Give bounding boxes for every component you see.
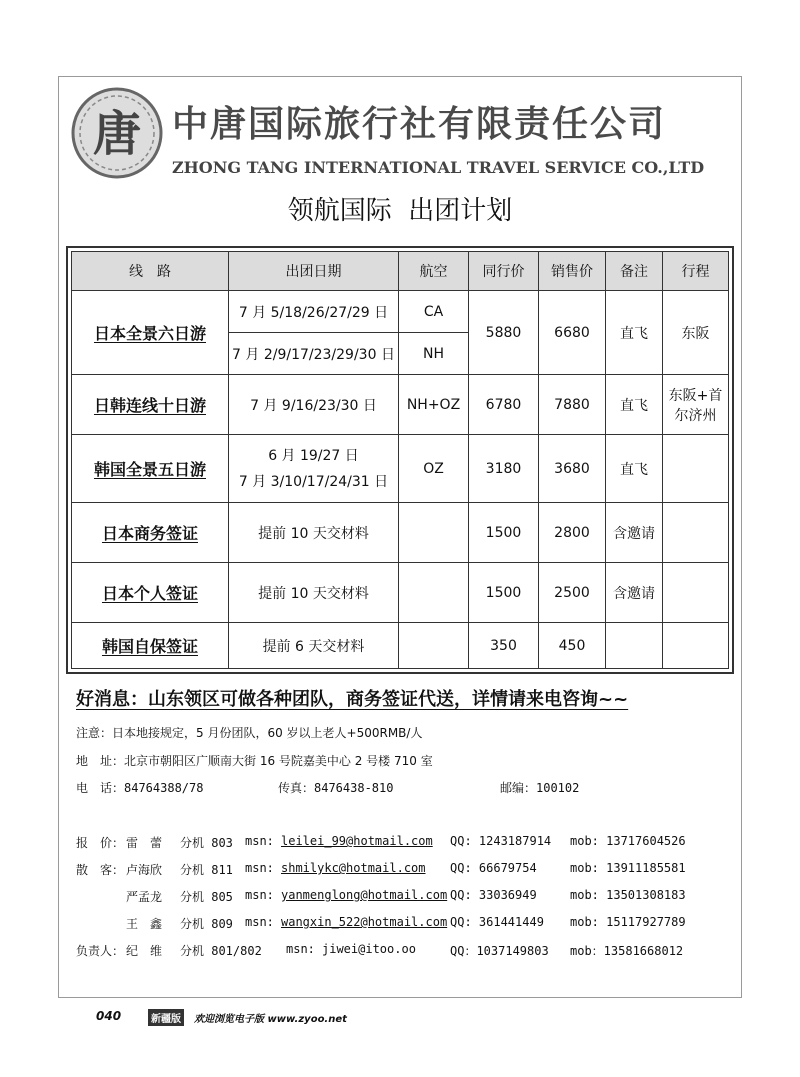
contact-msn: jiwei@itoo.oo [322, 942, 416, 956]
contact-ext: 分机 803 [180, 836, 233, 850]
fax-line: 传真：8476438-810 [278, 781, 394, 795]
itinerary-cell [663, 435, 729, 503]
company-name-en: ZHONG TANG INTERNATIONAL TRAVEL SERVICE CO.,LTD [172, 158, 705, 177]
plan-title: 领航国际 出团计划 [287, 196, 513, 226]
contact-name: 严孟龙 [126, 890, 163, 904]
remark-cell: 直飞 [606, 375, 663, 435]
dates-cell: 提前 10 天交材料 [229, 563, 399, 623]
msn-label: msn: [286, 942, 315, 956]
table-header-row [72, 252, 729, 291]
trade-price-cell: 5880 [469, 291, 539, 375]
header-airline: 航空 [399, 252, 469, 291]
contact-msn-link[interactable]: shmilykc@hotmail.com [281, 861, 426, 875]
airline-cell [399, 503, 469, 563]
contact-mobile: mob: 13717604526 [570, 834, 686, 848]
contact-ext: 分机 811 [180, 863, 233, 877]
itinerary-cell: 东阪+首尔济州 [663, 375, 729, 435]
route-cell: 韩国全景五日游 [72, 435, 229, 503]
contact-msn-link[interactable]: wangxin_522@hotmail.com [281, 915, 448, 929]
notice-note: 注意：日本地接规定，5 月份团队，60 岁以上老人+500RMB/人 [76, 726, 423, 740]
contact-role: 负责人： [76, 944, 125, 958]
remark-cell: 含邀请 [606, 503, 663, 563]
company-seal-logo [70, 86, 164, 180]
airline-cell: NH [399, 333, 469, 375]
good-news-banner: 好消息：山东领区可做各种团队，商务签证代送，详情请来电咨询~~ [76, 689, 629, 710]
dates-cell: 提前 6 天交材料 [229, 623, 399, 669]
contact-ext: 分机 805 [180, 890, 233, 904]
header-sale-price: 销售价 [539, 252, 606, 291]
contact-qq: QQ: 66679754 [450, 861, 537, 875]
airline-cell: NH+OZ [399, 375, 469, 435]
contact-mobile: mob: 15117927789 [570, 915, 686, 929]
airline-cell: CA [399, 291, 469, 333]
contact-name: 卢海欣 [126, 863, 163, 877]
header-route: 线 路 [72, 252, 229, 291]
trade-price-cell: 1500 [469, 563, 539, 623]
edition-badge: 新疆版 [148, 1009, 184, 1026]
table-row [72, 375, 729, 435]
table-row [72, 291, 729, 333]
dates-cell: 7 月 5/18/26/27/29 日 [229, 291, 399, 333]
contact-name: 王 鑫 [126, 917, 163, 931]
contact-ext: 分机 801/802 [180, 944, 262, 958]
remark-cell: 含邀请 [606, 563, 663, 623]
phone-line: 电 话：84764388/78 [76, 781, 204, 795]
remark-cell: 直飞 [606, 435, 663, 503]
remark-cell: 直飞 [606, 291, 663, 375]
route-cell: 韩国自保签证 [72, 623, 229, 669]
contact-qq: QQ: 361441449 [450, 915, 544, 929]
contact-mobile: mob: 13501308183 [570, 888, 686, 902]
trade-price-cell: 6780 [469, 375, 539, 435]
itinerary-cell [663, 623, 729, 669]
tour-table-frame [66, 246, 734, 674]
contact-msn-link[interactable]: leilei_99@hotmail.com [281, 834, 433, 848]
dates-cell: 提前 10 天交材料 [229, 503, 399, 563]
itinerary-cell [663, 503, 729, 563]
itinerary-cell: 东阪 [663, 291, 729, 375]
route-cell: 日本个人签证 [72, 563, 229, 623]
trade-price-cell: 350 [469, 623, 539, 669]
address-line: 地 址：北京市朝阳区广顺南大街 16 号院嘉美中心 2 号楼 710 室 [76, 754, 433, 768]
postcode-line: 邮编：100102 [500, 781, 580, 795]
company-name-cn: 中唐国际旅行社有限责任公司 [172, 103, 667, 145]
footer-website-link[interactable]: 欢迎浏览电子版 www.zyoo.net [194, 1014, 347, 1025]
sale-price-cell: 450 [539, 623, 606, 669]
company-header [60, 78, 740, 190]
contact-msn-link[interactable]: yanmenglong@hotmail.com [281, 888, 448, 902]
route-cell: 日韩连线十日游 [72, 375, 229, 435]
msn-label: msn: [245, 834, 274, 848]
sale-price-cell: 6680 [539, 291, 606, 375]
sale-price-cell: 3680 [539, 435, 606, 503]
header-dates: 出团日期 [229, 252, 399, 291]
contact-mobile: mob：13581668012 [570, 944, 684, 958]
route-cell: 日本全景六日游 [72, 291, 229, 375]
airline-cell [399, 623, 469, 669]
contact-mobile: mob: 13911185581 [570, 861, 686, 875]
table-row [72, 503, 729, 563]
header-itinerary: 行程 [663, 252, 729, 291]
contact-role: 散 客： [76, 863, 125, 877]
sale-price-cell: 7880 [539, 375, 606, 435]
sale-price-cell: 2800 [539, 503, 606, 563]
tour-table [71, 251, 729, 669]
dates-cell: 7 月 9/16/23/30 日 [229, 375, 399, 435]
contact-name: 纪 维 [126, 944, 163, 958]
msn-label: msn: [245, 915, 274, 929]
dates-cell [229, 435, 399, 503]
sale-price-cell: 2500 [539, 563, 606, 623]
header-trade-price: 同行价 [469, 252, 539, 291]
trade-price-cell: 1500 [469, 503, 539, 563]
contact-name: 雷 蕾 [126, 836, 163, 850]
contact-ext: 分机 809 [180, 917, 233, 931]
header-remark: 备注 [606, 252, 663, 291]
dates-cell: 7 月 2/9/17/23/29/30 日 [229, 333, 399, 375]
page-number: 040 [96, 1009, 122, 1023]
itinerary-cell [663, 563, 729, 623]
contact-role: 报 价： [76, 836, 125, 850]
msn-label: msn: [245, 888, 274, 902]
airline-cell: OZ [399, 435, 469, 503]
dates-line: 7 月 3/10/17/24/31 日 [238, 473, 389, 490]
contact-qq: QQ: 1243187914 [450, 834, 552, 848]
dates-line: 6 月 19/27 日 [268, 447, 359, 464]
remark-cell [606, 623, 663, 669]
route-cell: 日本商务签证 [72, 503, 229, 563]
contact-qq: QQ：1037149803 [450, 944, 549, 958]
table-row [72, 435, 729, 503]
trade-price-cell: 3180 [469, 435, 539, 503]
seal-glyph: 唐 [92, 106, 142, 162]
airline-cell [399, 563, 469, 623]
contact-qq: QQ: 33036949 [450, 888, 537, 902]
msn-label: msn: [245, 861, 274, 875]
table-row [72, 563, 729, 623]
table-row [72, 623, 729, 669]
